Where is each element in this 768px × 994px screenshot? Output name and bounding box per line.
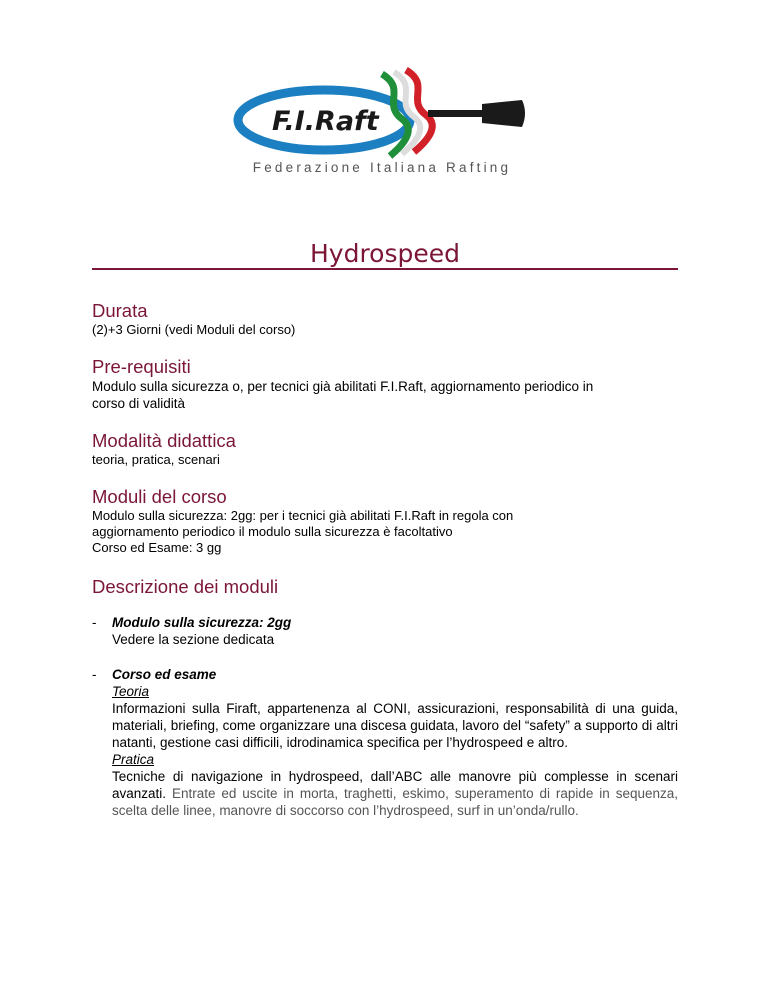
module-title: Modulo sulla sicurezza: 2gg xyxy=(112,615,292,630)
logo-paddle-shaft xyxy=(428,110,484,117)
module-text: Vedere la sezione dedicata xyxy=(112,632,275,647)
section-prerequisiti xyxy=(92,356,678,412)
section-text-line: Modulo sulla sicurezza o, per tecnici già abilitati F.I.Raft, aggiornamento periodico in xyxy=(92,379,594,394)
list-dash: - xyxy=(92,615,97,630)
logo-wordmark: F.I.Raft xyxy=(272,106,379,137)
teoria-label: Teoria xyxy=(112,684,150,699)
firaft-logo-graphic xyxy=(232,64,532,164)
logo-paddle-blade xyxy=(482,100,525,127)
pratica-label: Pratica xyxy=(112,752,155,767)
section-text-line: corso di validità xyxy=(92,396,186,411)
page-title: Hydrospeed xyxy=(309,238,460,268)
section-descrizione xyxy=(92,576,678,819)
pratica-text-a: Tecniche di navigazione in hydrospeed, dall’ABC alle manovre più complesse in scenari avanzati. xyxy=(112,769,678,801)
module-title: Corso ed esame xyxy=(112,667,217,682)
logo-subtitle: Federazione Italiana Rafting xyxy=(252,160,512,175)
title-divider xyxy=(92,268,678,270)
section-moduli xyxy=(92,486,678,556)
section-durata xyxy=(92,300,678,338)
section-text-line: aggiornamento periodico il modulo sulla sicurezza è facoltativo xyxy=(92,524,453,539)
document-body xyxy=(92,300,678,831)
section-text: (2)+3 Giorni (vedi Moduli del corso) xyxy=(92,322,296,337)
module-item-corso-esame xyxy=(92,666,678,819)
section-text-line: Modulo sulla sicurezza: 2gg: per i tecnici già abilitati F.I.Raft in regola con xyxy=(92,508,514,523)
module-item-sicurezza xyxy=(92,614,678,648)
section-heading: Modalità didattica xyxy=(92,430,236,451)
section-text: teoria, pratica, scenari xyxy=(92,452,220,467)
teoria-text: Informazioni sulla Firaft, appartenenza al CONI, assicurazioni, responsabilità di una guida, materiali, briefing, come organizzare una discesa guidata, lavoro del “safety” a supporto di altri natanti, gestione casi difficili, idrodinamica specifica per l’hydrospeed e altro. xyxy=(112,701,678,750)
list-dash: - xyxy=(92,667,97,682)
pratica-text-b: Entrate ed uscite in morta, traghetti, eskimo, superamento di rapide in sequenza, scelta delle linee, manovre di soccorso con l’hydrospeed, surf in un’onda/rullo. xyxy=(112,786,678,818)
section-heading: Moduli del corso xyxy=(92,486,227,507)
section-heading: Durata xyxy=(92,300,148,321)
section-modalita xyxy=(92,430,678,468)
pratica-text xyxy=(112,768,678,819)
section-heading: Descrizione dei moduli xyxy=(92,576,279,597)
section-text-line: Corso ed Esame: 3 gg xyxy=(92,540,222,555)
section-heading: Pre-requisiti xyxy=(92,356,191,377)
